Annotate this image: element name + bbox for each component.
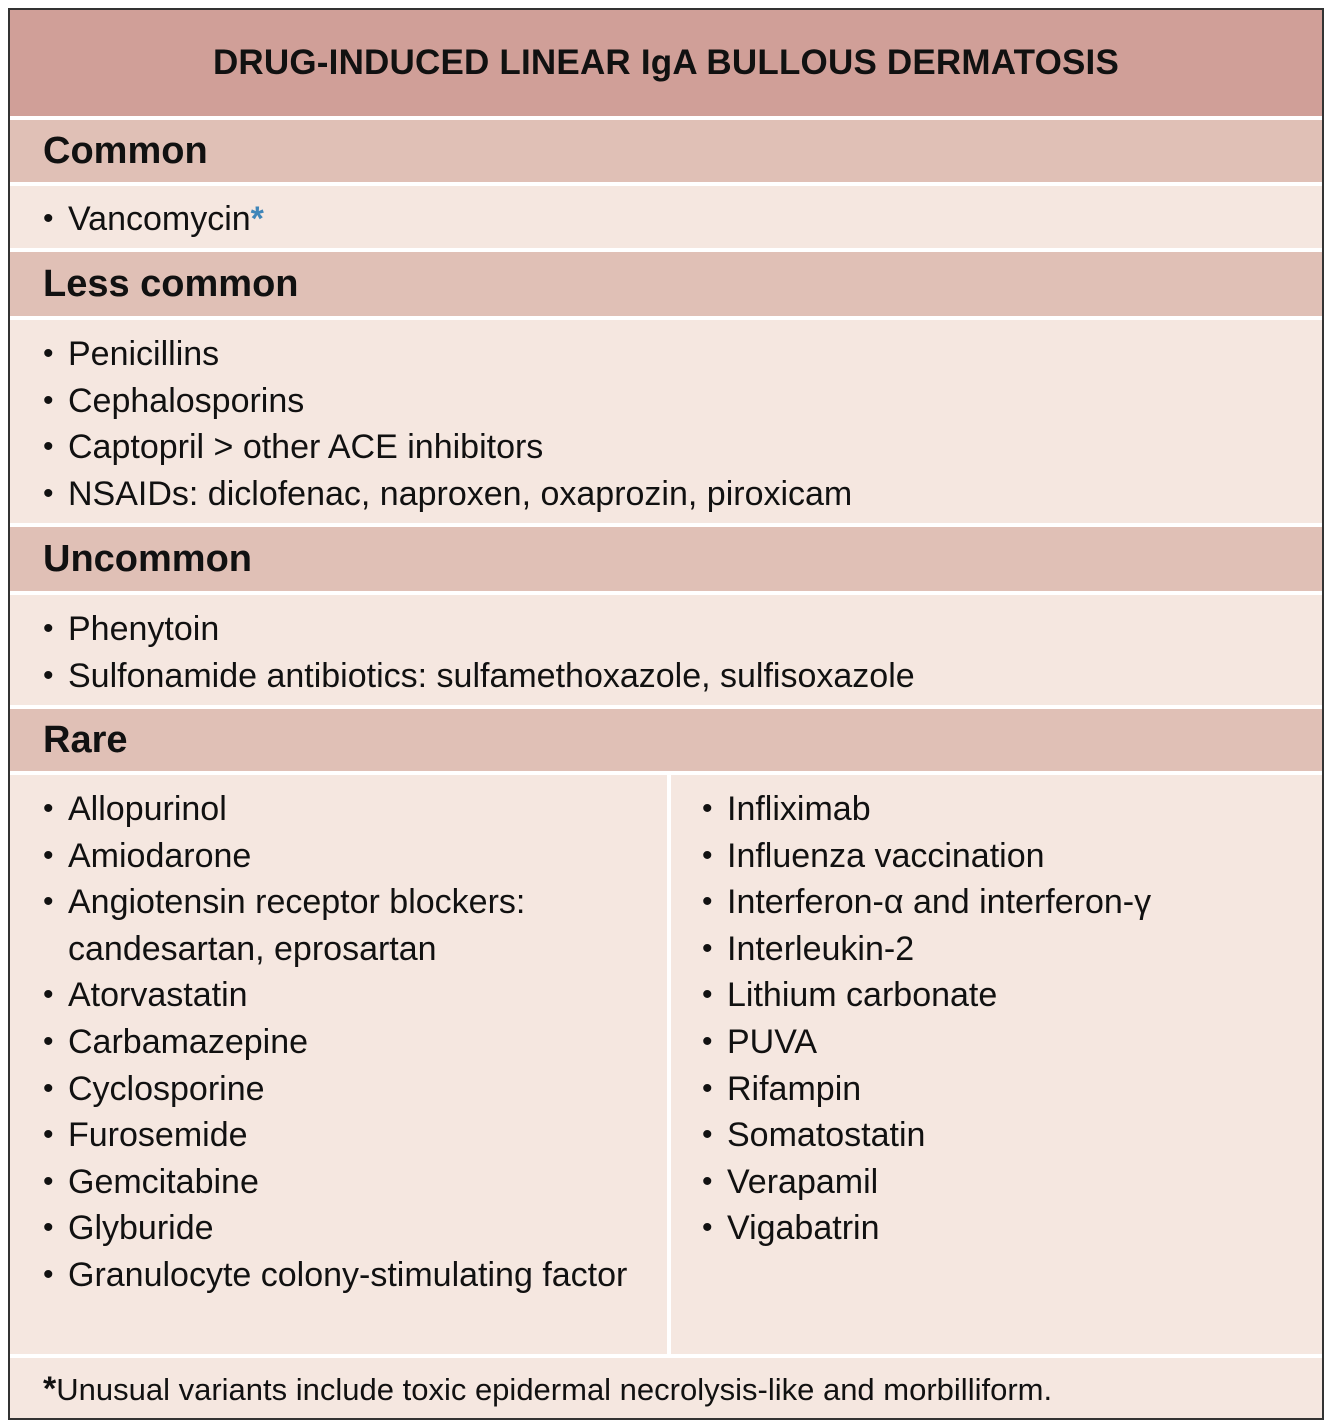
uncommon-list bbox=[43, 606, 915, 699]
separator bbox=[10, 316, 1322, 320]
list-item: • Infliximab bbox=[702, 786, 1302, 833]
list-item: • Influenza vaccination bbox=[702, 833, 1302, 880]
list-item: • Interferon-α and interferon-γ bbox=[702, 879, 1302, 926]
list-item: • Penicillins bbox=[43, 331, 852, 378]
list-item: • Somatostatin bbox=[702, 1112, 1302, 1159]
footnote bbox=[43, 1370, 1052, 1409]
list-item: • Lithium carbonate bbox=[702, 972, 1302, 1019]
rare-list-left bbox=[43, 786, 643, 1299]
list-item: • Amiodarone bbox=[43, 833, 643, 880]
rare-list-right bbox=[702, 786, 1302, 1252]
list-item: • Furosemide bbox=[43, 1112, 643, 1159]
list-item: • Carbamazepine bbox=[43, 1019, 643, 1066]
separator bbox=[10, 1354, 1322, 1358]
common-list bbox=[43, 196, 264, 243]
list-item: • Gemcitabine bbox=[43, 1159, 643, 1206]
list-item: • Vigabatrin bbox=[702, 1205, 1302, 1252]
list-item bbox=[43, 196, 264, 243]
list-item: • Rifampin bbox=[702, 1066, 1302, 1113]
list-item: • Angiotensin receptor blockers: candesartan, eprosartan bbox=[43, 879, 643, 972]
list-item: • Verapamil bbox=[702, 1159, 1302, 1206]
drug-table bbox=[8, 8, 1324, 1420]
list-item: • Phenytoin bbox=[43, 606, 915, 653]
table-title: DRUG-INDUCED LINEAR IgA BULLOUS DERMATOSIS bbox=[10, 10, 1322, 116]
separator bbox=[10, 771, 1322, 775]
section-heading-less-common: Less common bbox=[10, 252, 1322, 316]
footnote-asterisk: * bbox=[43, 1370, 57, 1408]
list-item: • NSAIDs: diclofenac, naproxen, oxaprozin, piroxicam bbox=[43, 471, 852, 518]
section-heading-rare: Rare bbox=[10, 709, 1322, 771]
separator bbox=[10, 182, 1322, 186]
footnote-text: Unusual variants include toxic epidermal necrolysis-like and morbilliform. bbox=[56, 1372, 1053, 1407]
list-item: • PUVA bbox=[702, 1019, 1302, 1066]
list-item: • Cephalosporins bbox=[43, 378, 852, 425]
list-item: • Glyburide bbox=[43, 1205, 643, 1252]
drug-name: Vancomycin bbox=[68, 200, 251, 238]
less-common-list bbox=[43, 331, 852, 517]
list-item: • Granulocyte colony-stimulating factor bbox=[43, 1252, 643, 1299]
section-heading-common: Common bbox=[10, 120, 1322, 182]
separator bbox=[10, 591, 1322, 595]
list-item: • Atorvastatin bbox=[43, 972, 643, 1019]
list-item: • Interleukin-2 bbox=[702, 926, 1302, 973]
list-item: • Captopril > other ACE inhibitors bbox=[43, 424, 852, 471]
column-divider bbox=[667, 775, 671, 1354]
footnote-marker: * bbox=[250, 200, 264, 238]
list-item: • Sulfonamide antibiotics: sulfamethoxazole, sulfisoxazole bbox=[43, 653, 915, 700]
list-item: • Allopurinol bbox=[43, 786, 643, 833]
section-heading-uncommon: Uncommon bbox=[10, 527, 1322, 591]
list-item: • Cyclosporine bbox=[43, 1066, 643, 1113]
